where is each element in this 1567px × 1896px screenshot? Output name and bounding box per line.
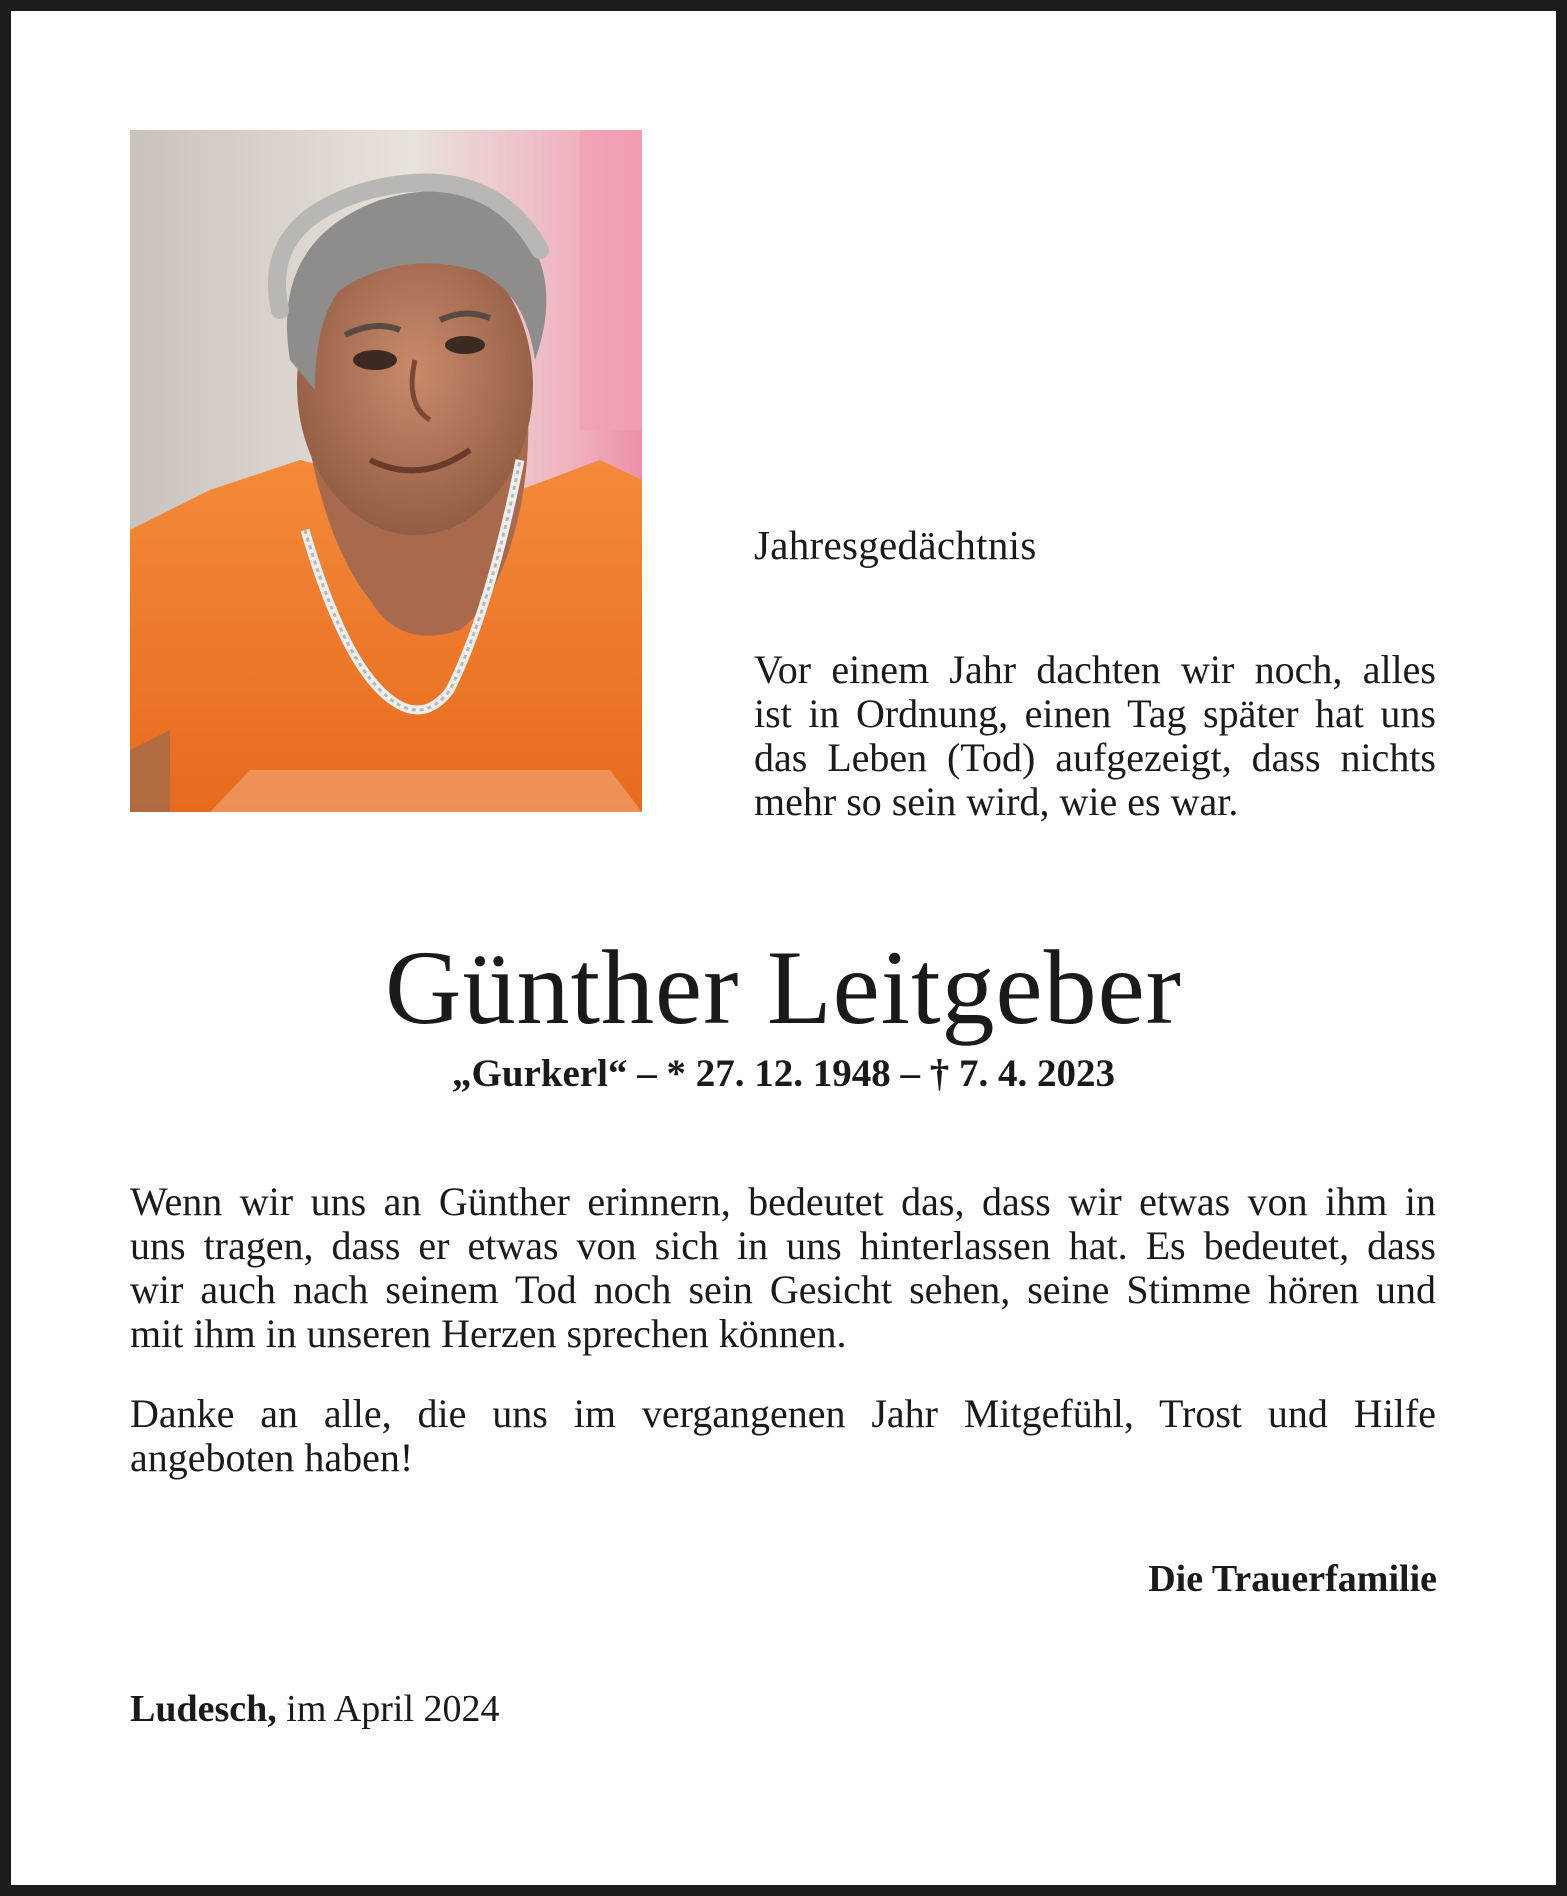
memorial-subtitle: Jahresgedächtnis [754,522,1037,568]
quote-line: Vor einem Jahr dachten wir noch, alles [754,647,1436,692]
paragraph-line: angeboten haben! [130,1435,414,1480]
date-text: im April 2024 [276,1688,500,1730]
place-date-line [130,1690,500,1728]
paragraph-line: uns tragen, dass er etwas von sich in uns hinterlassen hat. Es bedeutet, dass [130,1223,1436,1268]
paragraph-line: wir auch nach seinem Tod noch sein Gesicht sehen, seine Stimme hören und [130,1267,1436,1312]
portrait-illustration [130,130,642,812]
memory-paragraph [130,1180,1436,1356]
paragraph-line: Wenn wir uns an Günther erinnern, bedeutet das, dass wir etwas von ihm in [130,1179,1436,1224]
place-name: Ludesch, [130,1688,277,1730]
paragraph-line: Danke an alle, die uns im vergangenen Jahr Mitgefühl, Trost und Hilfe [130,1391,1436,1436]
signature: Die Trauerfamilie [1148,1558,1437,1600]
life-dates: „Gurkerl“ – * 27. 12. 1948 – † 7. 4. 2023 [452,1052,1115,1095]
thanks-paragraph [130,1392,1436,1480]
portrait-photo [130,130,642,812]
quote-line: ist in Ordnung, einen Tag später hat uns [754,691,1436,736]
memorial-quote [754,648,1436,824]
paragraph-line: mit ihm in unseren Herzen sprechen können. [130,1311,847,1356]
quote-line: das Leben (Tod) aufgezeigt, dass nichts [754,735,1436,780]
deceased-name: Günther Leitgeber [385,929,1182,1046]
quote-line: mehr so sein wird, wie es war. [754,779,1239,824]
